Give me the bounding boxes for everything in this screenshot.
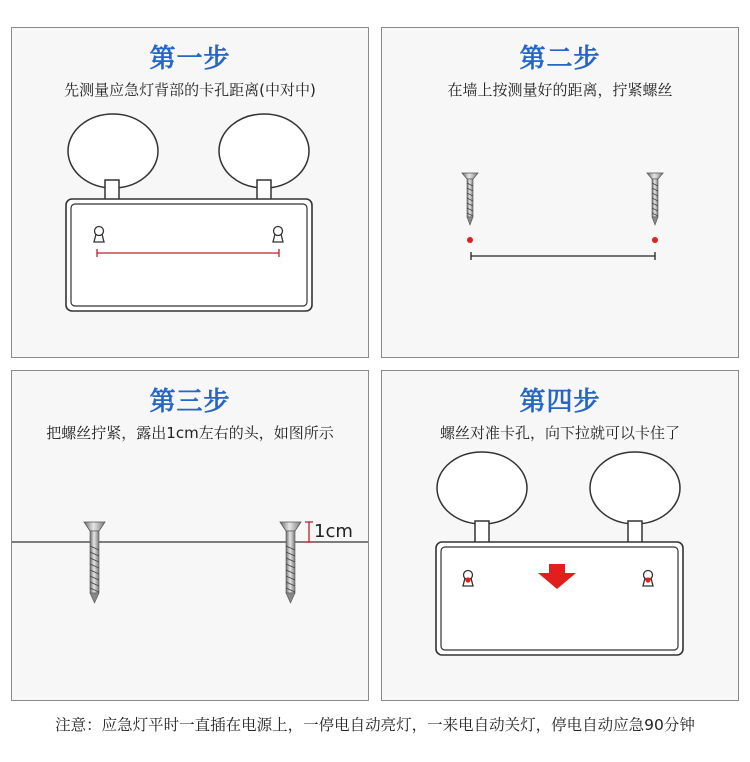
screw-icon [84, 522, 105, 603]
step-1-description: 先测量应急灯背部的卡孔距离(中对中) [64, 81, 316, 99]
hole-marker [652, 237, 658, 243]
hole-marker [467, 237, 473, 243]
lamp-head-icon [437, 452, 527, 543]
screw-icon [280, 522, 301, 603]
screw-icon [462, 173, 478, 225]
step-4-description: 螺丝对准卡孔，向下拉就可以卡住了 [439, 424, 680, 442]
step-3-wall-diagram [12, 371, 369, 701]
step-2-wall-diagram [382, 28, 739, 358]
step-3-title: 第三步 [149, 387, 231, 417]
footer-note: 注意：应急灯平时一直插在电源上，一停电自动亮灯，一来电自动关灯，停电自动应急90分钟 [55, 716, 695, 734]
step-3-panel [11, 370, 369, 701]
step-4-lamp-diagram [382, 371, 739, 701]
lamp-head-icon [590, 452, 680, 543]
step-2-panel [381, 27, 739, 358]
step-4-panel [381, 370, 739, 701]
step-3-description: 把螺丝拧紧，露出1cm左右的头，如图所示 [46, 424, 334, 442]
lamp-head-icon [219, 114, 309, 200]
step-1-title: 第一步 [149, 44, 231, 74]
step-1-lamp-diagram [12, 28, 369, 358]
lamp-head-icon [68, 114, 158, 200]
step-4-title: 第四步 [519, 387, 601, 417]
step-2-description: 在墙上按测量好的距离，拧紧螺丝 [447, 81, 673, 99]
measurement-line [471, 252, 655, 260]
measure-label: 1cm [314, 521, 353, 542]
step-2-title: 第二步 [519, 44, 601, 74]
lamp-body [436, 542, 683, 655]
screw-icon [647, 173, 663, 225]
step-1-panel [11, 27, 369, 358]
protrusion-measure [305, 522, 313, 542]
lamp-body [66, 199, 312, 311]
